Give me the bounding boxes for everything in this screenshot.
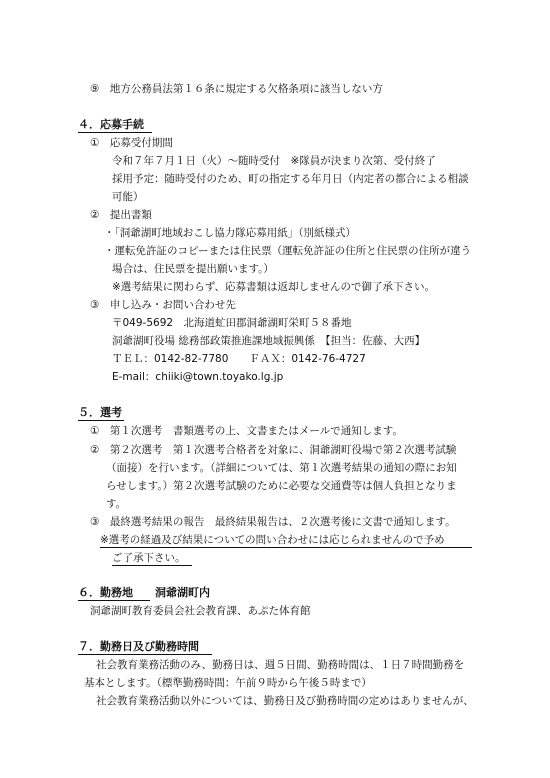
- documents-note: ※選考結果に関わらず、応募書類は返却しませんので御了承下さい。: [112, 281, 435, 293]
- contact-address: 〒049-5692 北海道虻田郡洞爺湖町栄町５８番地: [112, 317, 352, 329]
- section-5-underline: [78, 420, 124, 421]
- application-period-label: ① 応募受付期間: [90, 137, 173, 149]
- documents-bullet-2: ・運転免許証のコピーまたは住民票（運転免許証の住所と住民票の住所が違う: [104, 245, 472, 257]
- selection-note-cont: ご了承下さい。: [112, 552, 186, 564]
- work-hours-line-2: 基本とします。（標準勤務時間：午前９時から午後５時まで）: [84, 677, 372, 689]
- contact-phone-fax: ＴＥＬ：0142-82-7780 ＦＡＸ：0142-76-4727: [112, 353, 366, 365]
- selection-note: ※選考の経過及び結果についての問い合わせには応じられませんので予め: [100, 534, 445, 546]
- contact-email: E-mail：chiiki@town.toyako.lg.jp: [112, 371, 284, 383]
- selection-3: ③ 最終選考結果の報告 最終結果報告は、２次選考後に文書で通知します。: [90, 516, 456, 528]
- hiring-plan-line: 採用予定：随時受付のため、町の指定する年月日（内定者の都合による相談: [112, 173, 469, 185]
- contact-office: 洞爺湖町役場 総務部政策推進課地域振興係 【担当：佐藤、大西】: [112, 335, 426, 347]
- selection-1: ① 第１次選考 書類選考の上、文書またはメールで通知します。: [90, 425, 403, 437]
- section-7-underline: [78, 654, 212, 655]
- documents-label: ② 提出書類: [90, 209, 152, 221]
- section-7-heading: ７．勤務日及び勤務時間: [78, 640, 199, 653]
- hiring-plan-line-cont: 可能）: [112, 191, 144, 203]
- section-4-underline: [78, 132, 152, 133]
- selection-note-underline: [100, 547, 472, 548]
- section-6-underline: [78, 600, 150, 601]
- selection-2-cont-1: （面接）を行います。（詳細については、第１次選考結果の通知の際にお知: [106, 462, 457, 474]
- application-period-line: 令和７年７月１日（火）～随時受付 ※隊員が決まり次第、受付終了: [112, 155, 436, 167]
- section-5-heading: ５．選考: [78, 406, 122, 419]
- contact-label: ③ 申し込み・お問い合わせ先: [90, 299, 236, 311]
- selection-2: ② 第２次選考 第１次選考合格者を対象に、洞爺湖町役場で第２次選考試験: [90, 444, 457, 456]
- documents-bullet-2-cont: 場合は、住民票を提出願います。）: [112, 263, 274, 275]
- selection-2-cont-2: らせします。）第２次選考試験のために必要な交通費等は個人負担となりま: [106, 480, 457, 492]
- selection-note-cont-underline: [112, 565, 192, 566]
- item-9: ⑨ 地方公務員法第１６条に規定する欠格条項に該当しない方: [90, 83, 383, 95]
- section-6-heading: ６．勤務地 洞爺湖町内: [78, 586, 210, 599]
- documents-bullet-1: ・「洞爺湖町地域おこし協力隊応募用紙」（別紙様式）: [104, 227, 356, 239]
- selection-2-cont-3: す。: [106, 498, 127, 510]
- section-4-heading: ４．応募手続: [78, 118, 144, 131]
- work-location: 洞爺湖町教育委員会社会教育課、あぷた体育館: [90, 605, 311, 617]
- work-hours-line-1: 社会教育業務活動のみ、勤務日は、週５日間、勤務時間は、１日７時間勤務を: [96, 659, 465, 671]
- work-hours-line-3: 社会教育業務活動以外については、勤務日及び勤務時間の定めはありませんが、: [96, 695, 474, 707]
